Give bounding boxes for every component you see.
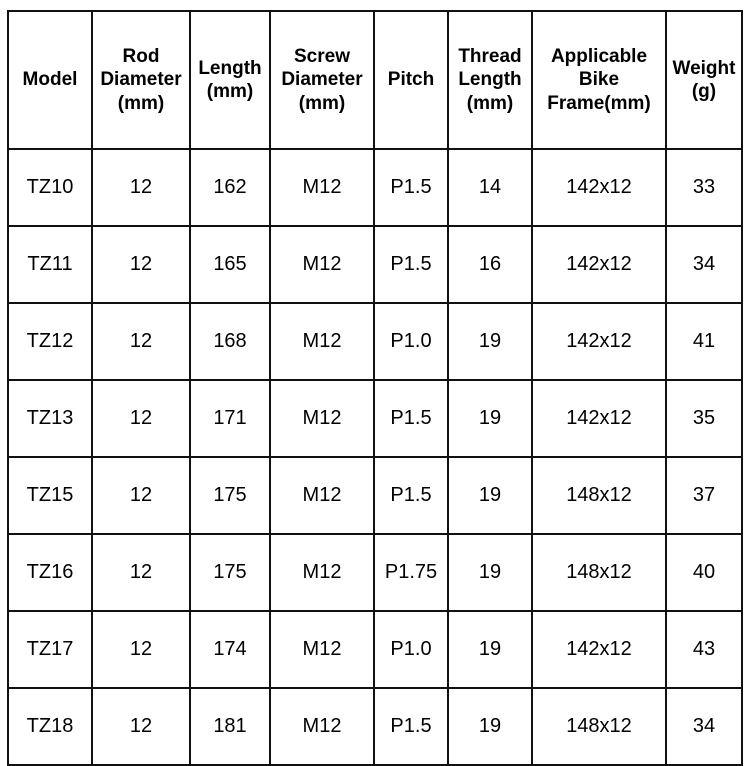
table-cell: 34 (666, 688, 742, 765)
table-cell: 142x12 (532, 303, 666, 380)
table-row (8, 226, 742, 303)
table-cell: 19 (448, 303, 532, 380)
column-header (374, 11, 448, 149)
table-header (8, 11, 742, 149)
table-cell: P1.75 (374, 534, 448, 611)
table-cell: 148x12 (532, 534, 666, 611)
table-cell: P1.5 (374, 457, 448, 534)
table-cell: TZ15 (8, 457, 92, 534)
table-cell: 19 (448, 611, 532, 688)
table-cell: M12 (270, 688, 374, 765)
column-header-line: (mm) (206, 81, 254, 102)
table-row (8, 380, 742, 457)
table-cell: 37 (666, 457, 742, 534)
table-cell: TZ12 (8, 303, 92, 380)
table-cell: P1.0 (374, 611, 448, 688)
table-cell: 41 (666, 303, 742, 380)
column-header-line: Diameter (100, 69, 182, 91)
table-cell: TZ11 (8, 226, 92, 303)
table-cell: M12 (270, 303, 374, 380)
table-cell: 12 (92, 688, 190, 765)
table-cell: 34 (666, 226, 742, 303)
table-cell: TZ18 (8, 688, 92, 765)
table-cell: 12 (92, 226, 190, 303)
table-cell: 12 (92, 534, 190, 611)
table-cell: 12 (92, 149, 190, 226)
table-cell: 142x12 (532, 149, 666, 226)
column-header-line: Pitch (387, 69, 435, 91)
column-header-line: Length (458, 69, 522, 91)
table-cell: 12 (92, 303, 190, 380)
column-header-line: Frame(mm) (547, 92, 651, 114)
table-row (8, 149, 742, 226)
table-cell: 12 (92, 380, 190, 457)
table-cell: 16 (448, 226, 532, 303)
table-cell: TZ16 (8, 534, 92, 611)
table-cell: TZ17 (8, 611, 92, 688)
table-cell: M12 (270, 149, 374, 226)
table-cell: 40 (666, 534, 742, 611)
table-cell: P1.5 (374, 149, 448, 226)
table-cell: 148x12 (532, 688, 666, 765)
table-cell: 33 (666, 149, 742, 226)
column-header (190, 11, 270, 149)
table-cell: M12 (270, 380, 374, 457)
column-header-line: Screw (294, 46, 350, 68)
table-cell: 19 (448, 688, 532, 765)
table-cell: 165 (190, 226, 270, 303)
table-row (8, 688, 742, 765)
column-header (532, 11, 666, 149)
column-header (8, 11, 92, 149)
table-cell: 142x12 (532, 380, 666, 457)
table-cell: P1.5 (374, 380, 448, 457)
table-cell: M12 (270, 611, 374, 688)
table-cell: 174 (190, 611, 270, 688)
table-cell: M12 (270, 457, 374, 534)
table-row (8, 303, 742, 380)
table-row (8, 457, 742, 534)
column-header-line: (mm) (298, 92, 346, 114)
specification-table (7, 10, 743, 766)
header-row (8, 11, 742, 149)
column-header-line: Length (198, 57, 262, 79)
column-header-line: (g) (691, 81, 717, 102)
table-cell: 171 (190, 380, 270, 457)
table-cell: 35 (666, 380, 742, 457)
table-cell: P1.5 (374, 226, 448, 303)
column-header-line: (mm) (117, 92, 165, 114)
column-header (666, 11, 742, 149)
table-cell: 19 (448, 457, 532, 534)
table-cell: 175 (190, 457, 270, 534)
table-cell: TZ13 (8, 380, 92, 457)
table-cell: 19 (448, 380, 532, 457)
table-cell: 175 (190, 534, 270, 611)
table-cell: P1.5 (374, 688, 448, 765)
column-header-line: Weight (672, 57, 736, 79)
table-cell: 181 (190, 688, 270, 765)
column-header (92, 11, 190, 149)
table-cell: 142x12 (532, 611, 666, 688)
table-cell: 162 (190, 149, 270, 226)
column-header-line: Model (22, 69, 78, 91)
table-cell: 168 (190, 303, 270, 380)
table-cell: M12 (270, 534, 374, 611)
table-cell: 12 (92, 457, 190, 534)
table-cell: P1.0 (374, 303, 448, 380)
table-cell: 43 (666, 611, 742, 688)
column-header-line: Diameter (281, 69, 363, 91)
table-cell: 14 (448, 149, 532, 226)
table-cell: M12 (270, 226, 374, 303)
table-cell: TZ10 (8, 149, 92, 226)
column-header (448, 11, 532, 149)
column-header-line: Applicable (550, 46, 648, 68)
table-cell: 19 (448, 534, 532, 611)
column-header-line: Thread (458, 46, 522, 68)
column-header-line: Rod (122, 46, 160, 68)
table-cell: 142x12 (532, 226, 666, 303)
column-header-line: Bike (578, 69, 620, 91)
column-header (270, 11, 374, 149)
table-body (8, 149, 742, 765)
table-row (8, 534, 742, 611)
table-row (8, 611, 742, 688)
table-cell: 148x12 (532, 457, 666, 534)
column-header-line: (mm) (466, 92, 514, 114)
table-cell: 12 (92, 611, 190, 688)
